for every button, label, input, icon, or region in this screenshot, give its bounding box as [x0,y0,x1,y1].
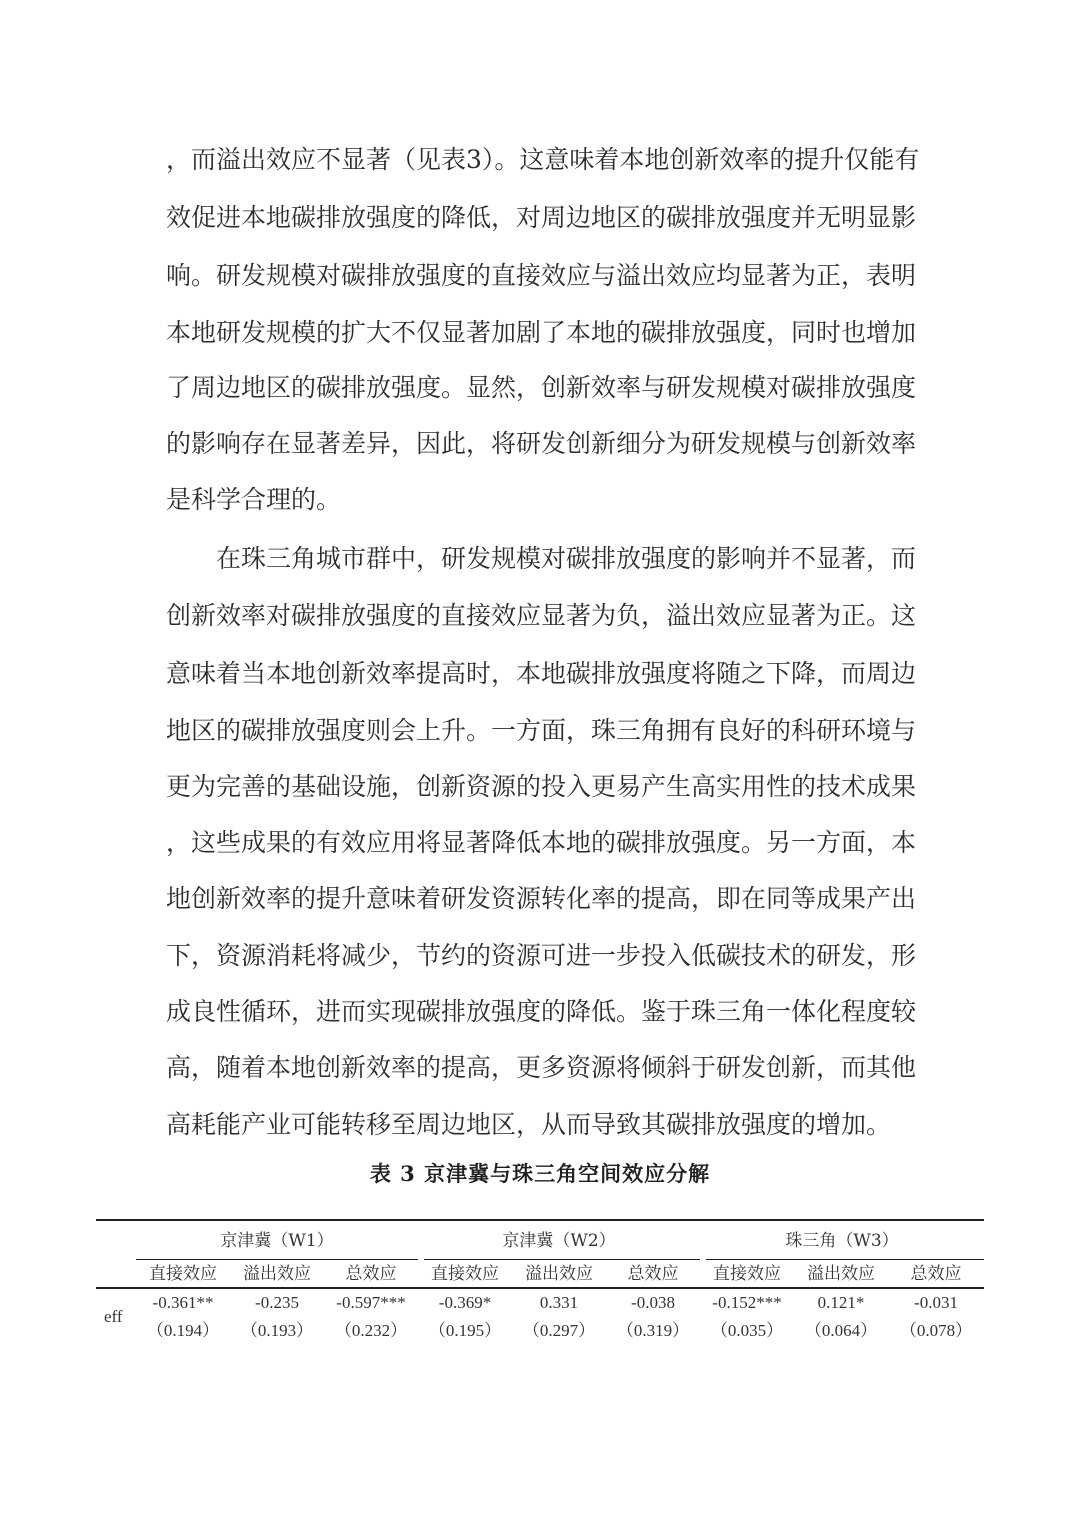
coefficient-cell: -0.152*** [712,1293,782,1312]
paragraph-line: 了周边地区的碳排放强度。显然，创新效率与研发规模对碳排放强度 [166,373,917,402]
coefficient-cell: -0.031 [914,1293,958,1312]
paragraph-line: 本地研发规模的扩大不仅显著加剧了本地的碳排放强度，同时也增加 [166,318,917,347]
paragraph-line: 的影响存在显著差异，因此，将研发创新细分为研发规模与创新效率 [166,429,917,458]
std-error-cell: （0.195） [428,1321,502,1340]
paragraph-line: 创新效率对碳排放强度的直接效应显著为负，溢出效应显著为正。这 [166,601,917,630]
coefficient-cell: -0.235 [255,1293,299,1312]
coefficient-cell: -0.361** [152,1293,214,1312]
table-caption: 表 3 京津冀与珠三角空间效应分解 [369,1161,711,1186]
paragraph-line: 高耗能产业可能转移至周边地区，从而导致其碳排放强度的增加。 [166,1110,892,1139]
coefficient-cell: -0.038 [631,1293,675,1312]
coefficient-cell: -0.369* [438,1293,492,1312]
std-error-cell: （0.064） [804,1321,878,1340]
paragraph-line: 地区的碳排放强度则会上升。一方面，珠三角拥有良好的科研环境与 [166,716,917,745]
paragraph-line: ，这些成果的有效应用将显著降低本地的碳排放强度。另一方面，本 [166,828,917,857]
paragraph-line: 成良性循环，进而实现碳排放强度的降低。鉴于珠三角一体化程度较 [166,997,917,1026]
paragraph-line: 高，随着本地创新效率的提高，更多资源将倾斜于研发创新，而其他 [166,1053,917,1082]
std-error-cell: （0.035） [710,1321,784,1340]
group-underline [424,1259,700,1260]
paragraph-line: 在珠三角城市群中，研发规模对碳排放强度的影响并不显著，而 [216,544,917,573]
subheader: 总效应 [345,1264,397,1284]
group-underline [136,1259,418,1260]
group-header: 京津冀（W2） [502,1231,616,1251]
paragraph-line: 地创新效率的提升意味着研发资源转化率的提高，即在同等成果产出 [166,884,917,913]
subheader: 直接效应 [149,1264,217,1284]
paragraph-line: 效促进本地碳排放强度的降低，对周边地区的碳排放强度并无明显影 [166,203,917,232]
group-underline [706,1259,984,1260]
paragraph-line: 意味着当本地创新效率提高时，本地碳排放强度将随之下降，而周边 [166,659,917,688]
paragraph-line: 响。研发规模对碳排放强度的直接效应与溢出效应均显著为正，表明 [166,261,917,290]
header-bottom-rule [96,1287,984,1289]
group-header: 珠三角（W3） [785,1231,899,1251]
subheader: 总效应 [627,1264,679,1284]
subheader: 溢出效应 [525,1264,593,1284]
subheader: 直接效应 [431,1264,499,1284]
std-error-cell: （0.319） [616,1321,690,1340]
subheader: 总效应 [910,1264,962,1284]
row-label: eff [104,1307,123,1326]
group-header: 京津冀（W1） [220,1231,334,1251]
paragraph-line: 是科学合理的。 [166,485,342,514]
std-error-cell: （0.078） [899,1321,973,1340]
coefficient-cell: -0.597*** [336,1293,406,1312]
std-error-cell: （0.194） [146,1321,220,1340]
paragraph-line: ，而溢出效应不显著（见表3）。这意味着本地创新效率的提升仅能有 [166,145,920,174]
subheader: 溢出效应 [243,1264,311,1284]
subheader: 直接效应 [713,1264,781,1284]
paragraph-line: 更为完善的基础设施，创新资源的投入更易产生高实用性的技术成果 [166,772,917,801]
table-top-rule [96,1219,984,1221]
coefficient-cell: 0.331 [539,1293,579,1312]
std-error-cell: （0.232） [334,1321,408,1340]
paragraph-line: 下，资源消耗将减少，节约的资源可进一步投入低碳技术的研发，形 [166,941,917,970]
std-error-cell: （0.193） [240,1321,314,1340]
coefficient-cell: 0.121* [817,1293,865,1312]
std-error-cell: （0.297） [522,1321,596,1340]
subheader: 溢出效应 [807,1264,875,1284]
